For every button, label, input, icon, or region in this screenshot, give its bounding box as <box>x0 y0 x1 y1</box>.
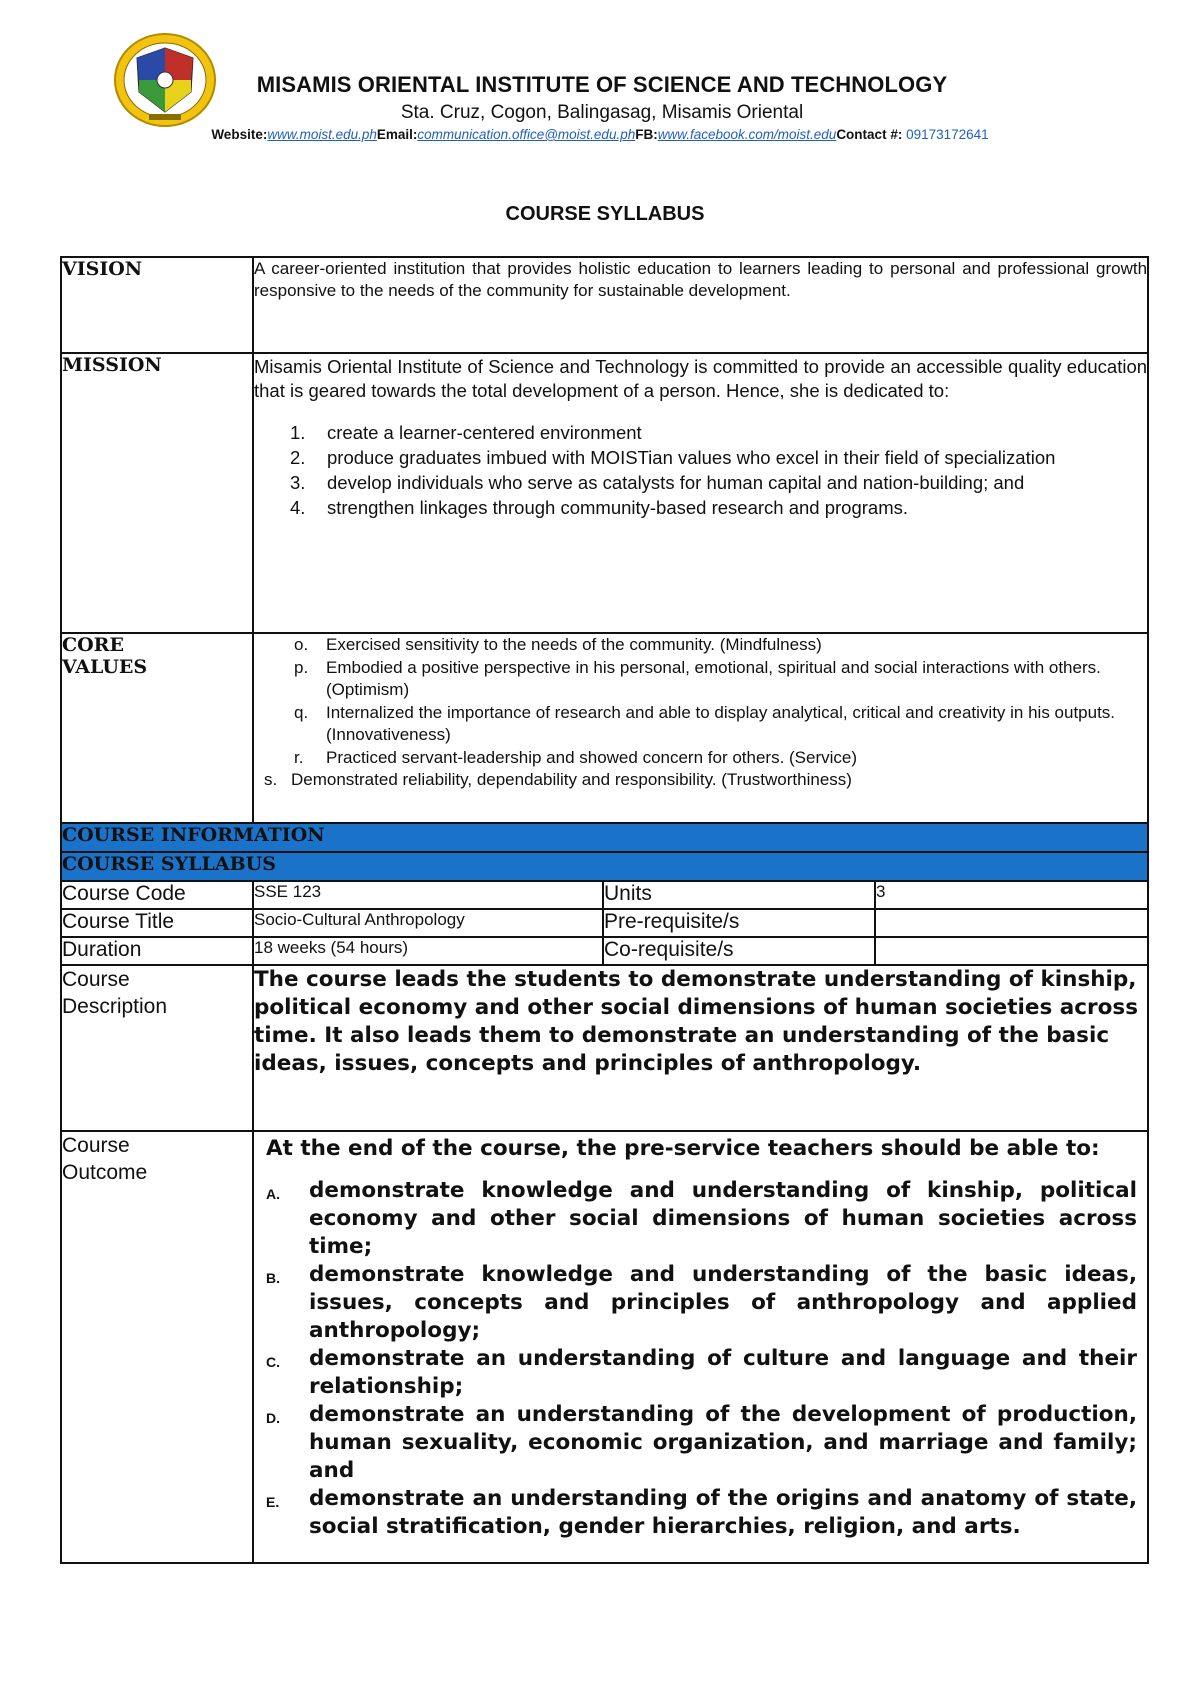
list-item: s. Demonstrated reliability, dependability and responsibility. (Trustworthiness) <box>264 770 852 789</box>
list-item: p. Embodied a positive perspective in his personal, emotional, spiritual and social interactions with others. (Optimism) <box>294 657 1101 699</box>
duration-label: Duration <box>61 937 253 965</box>
email-label: Email: <box>376 127 418 142</box>
units-label: Units <box>603 881 875 909</box>
list-item: D. demonstrate an understanding of the development of production, human sexuality, economic organization, and marriage and family; and <box>266 1402 1138 1483</box>
course-title-label: Course Title <box>61 909 253 937</box>
course-description-label: Course Description <box>61 965 253 1131</box>
email-link[interactable]: communication.office@moist.edu.ph <box>417 127 636 142</box>
institution-name: MISAMIS ORIENTAL INSTITUTE OF SCIENCE AND TECHNOLOGY <box>256 72 948 97</box>
list-item: q. Internalized the importance of research and able to display analytical, critical and creativity in his outputs. (Innovativeness) <box>294 702 1116 744</box>
core-values-label: CORE VALUES <box>61 633 253 823</box>
course-outcome-intro: At the end of the course, the pre-service teachers should be able to: <box>266 1136 1100 1161</box>
core-values-cell <box>253 633 1148 823</box>
list-item: 1. create a learner-centered environment <box>290 422 642 443</box>
duration-value: 18 weeks (54 hours) <box>253 937 603 965</box>
syllabus-table <box>60 256 1149 1564</box>
course-code-value: SSE 123 <box>253 881 603 909</box>
course-description-text: The course leads the students to demonstrate understanding of kinship, political economy and other social dimensions of human societies across time. It also leads them to demonstrate an understanding of the basic ideas, issues, concepts and principles of anthropology. <box>253 965 1148 1131</box>
vision-text: A career-oriented institution that provides holistic education to learners leading to personal and professional growth responsive to the needs of the community for sustainable development. <box>253 257 1148 353</box>
corequisite-label: Co-requisite/s <box>603 937 875 965</box>
website-link[interactable]: www.moist.edu.ph <box>267 127 377 142</box>
contact-label: Contact #: <box>836 127 903 142</box>
course-code-label: Course Code <box>61 881 253 909</box>
vision-label: VISION <box>61 257 253 353</box>
mission-list <box>254 421 1147 520</box>
list-item: C. demonstrate an understanding of culture and language and their relationship; <box>266 1346 1138 1399</box>
list-item: r. Practiced servant-leadership and showed concern for others. (Service) <box>294 747 858 767</box>
mission-cell <box>253 353 1148 633</box>
course-title-value: Socio-Cultural Anthropology <box>253 909 603 937</box>
core-values-list <box>264 634 1137 792</box>
contact-number: 09173172641 <box>906 127 989 142</box>
facebook-link[interactable]: www.facebook.com/moist.edu <box>657 127 837 142</box>
list-item: 2. produce graduates imbued with MOISTian values who excel in their field of specialization <box>290 447 1056 468</box>
list-item: B. demonstrate knowledge and understanding of the basic ideas, issues, concepts and principles of anthropology and applied anthropology; <box>266 1262 1138 1343</box>
course-outcome-label: Course Outcome <box>61 1131 253 1563</box>
list-item: E. demonstrate an understanding of the origins and anatomy of state, social stratification, gender hierarchies, religion, and arts. <box>266 1486 1138 1539</box>
website-label: Website: <box>211 127 268 142</box>
prerequisite-label: Pre-requisite/s <box>603 909 875 937</box>
fb-label: FB: <box>635 127 658 142</box>
mission-label: MISSION <box>61 353 253 633</box>
list-item: A. demonstrate knowledge and understanding of kinship, political economy and other social dimensions of human societies across time; <box>266 1178 1138 1259</box>
list-item: o. Exercised sensitivity to the needs of the community. (Mindfulness) <box>294 635 822 654</box>
list-item: 4. strengthen linkages through community-based research and programs. <box>290 497 909 518</box>
institution-seal-logo <box>113 32 217 128</box>
prerequisite-value <box>875 909 1148 937</box>
course-outcome-list <box>266 1177 1137 1541</box>
units-value: 3 <box>875 881 1148 909</box>
list-item: 3. develop individuals who serve as catalysts for human capital and nation-building; and <box>290 472 1025 493</box>
course-information-bar: COURSE INFORMATION <box>61 823 1148 852</box>
contact-line <box>100 127 1100 142</box>
corequisite-value <box>875 937 1148 965</box>
document-title: COURSE SYLLABUS <box>505 203 705 225</box>
course-outcome-cell <box>253 1131 1148 1563</box>
course-syllabus-bar: COURSE SYLLABUS <box>61 852 1148 881</box>
mission-intro: Misamis Oriental Institute of Science and Technology is committed to provide an accessible quality education that is geared towards the total development of a person. Hence, she is dedicated to: <box>254 356 1148 401</box>
institution-address: Sta. Cruz, Cogon, Balingasag, Misamis Oriental <box>400 102 804 123</box>
